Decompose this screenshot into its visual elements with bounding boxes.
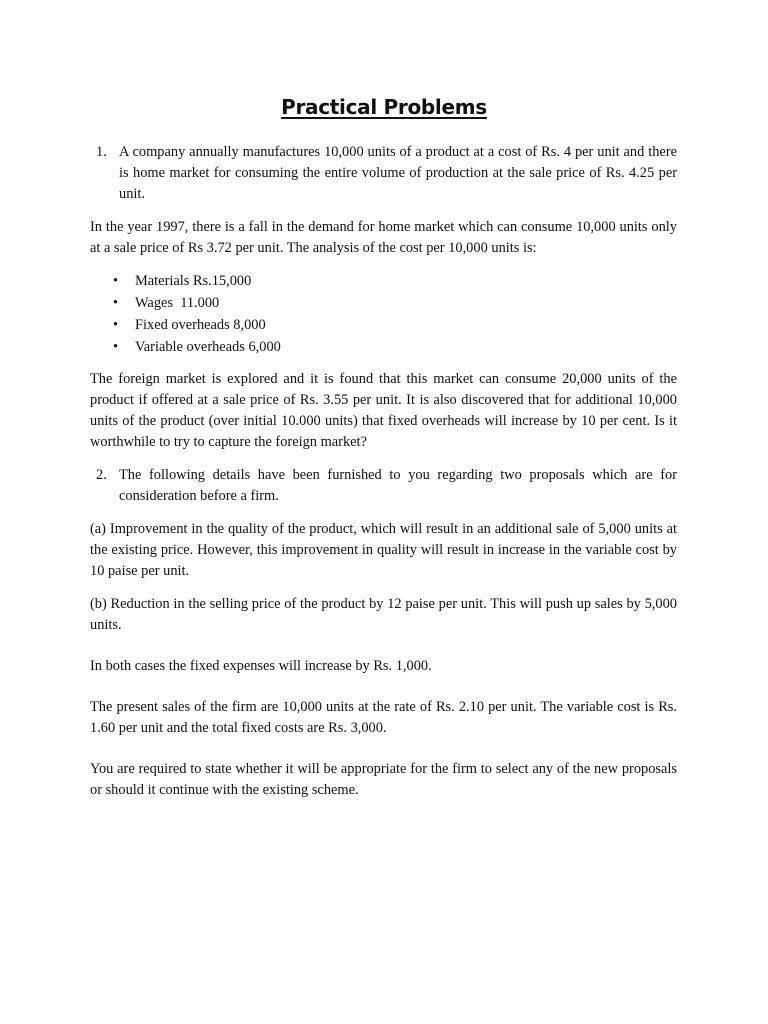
fixed-expenses-paragraph: In both cases the fixed expenses will increase by Rs. 1,000. — [90, 658, 432, 674]
bullet-icon: • — [113, 295, 119, 311]
problem-1-demand-paragraph: In the year 1997, there is a fall in the demand for home market which can consume 10,000 units only at a sale price of Rs 3.72 per unit. The analysis of the cost per 10,000 units is: — [90, 219, 677, 256]
problem-1 — [90, 142, 677, 205]
bullet-icon: • — [113, 339, 119, 355]
cost-item-fixed-overheads: Fixed overheads 8,000 — [135, 317, 266, 333]
problem-1-foreign-market-paragraph: The foreign market is explored and it is found that this market can consume 20,000 units of the product if offered at a sale price of Rs. 3.55 per unit. It is also discovered that for additional 10,000 units of the product (over initial 10.000 units) that fixed overheads will increase by 10 per cent. Is it worthwhile to try to capture the foreign market? — [90, 371, 677, 450]
problem-1-text: A company annually manufactures 10,000 units of a product at a cost of Rs. 4 per unit and there is home market for consuming the entire volume of production at the sale price of Rs. 4.25 per unit. — [119, 144, 677, 202]
bullet-icon: • — [113, 273, 119, 289]
cost-item-wages: Wages 11.000 — [135, 295, 220, 311]
document-body — [90, 142, 677, 801]
bullet-icon: • — [113, 317, 119, 333]
proposal-a-paragraph: (a) Improvement in the quality of the product, which will result in an additional sale of 5,000 units at the existing price. However, this improvement in quality will result in increase in the variable cost by 10 paise per unit. — [90, 521, 677, 579]
cost-analysis-list — [90, 271, 677, 359]
problem-2-number: 2. — [96, 467, 107, 483]
problem-1-number: 1. — [96, 144, 107, 160]
list-item — [90, 337, 677, 359]
cost-item-variable-overheads: Variable overheads 6,000 — [135, 339, 281, 355]
page-title: Practical Problems — [281, 95, 487, 119]
proposal-b-paragraph: (b) Reduction in the selling price of the product by 12 paise per unit. This will push up sales by 5,000 units. — [90, 596, 677, 633]
cost-item-materials: Materials Rs.15,000 — [135, 273, 252, 289]
present-sales-paragraph: The present sales of the firm are 10,000 units at the rate of Rs. 2.10 per unit. The variable cost is Rs. 1.60 per unit and the total fixed costs are Rs. 3,000. — [90, 699, 677, 736]
list-item — [90, 271, 677, 293]
problem-2-text: The following details have been furnished to you regarding two proposals which are for consideration before a firm. — [119, 467, 677, 504]
list-item — [90, 315, 677, 337]
question-paragraph: You are required to state whether it will be appropriate for the firm to select any of the new proposals or should it continue with the existing scheme. — [90, 761, 677, 798]
list-item — [90, 293, 677, 315]
problem-2 — [90, 465, 677, 507]
